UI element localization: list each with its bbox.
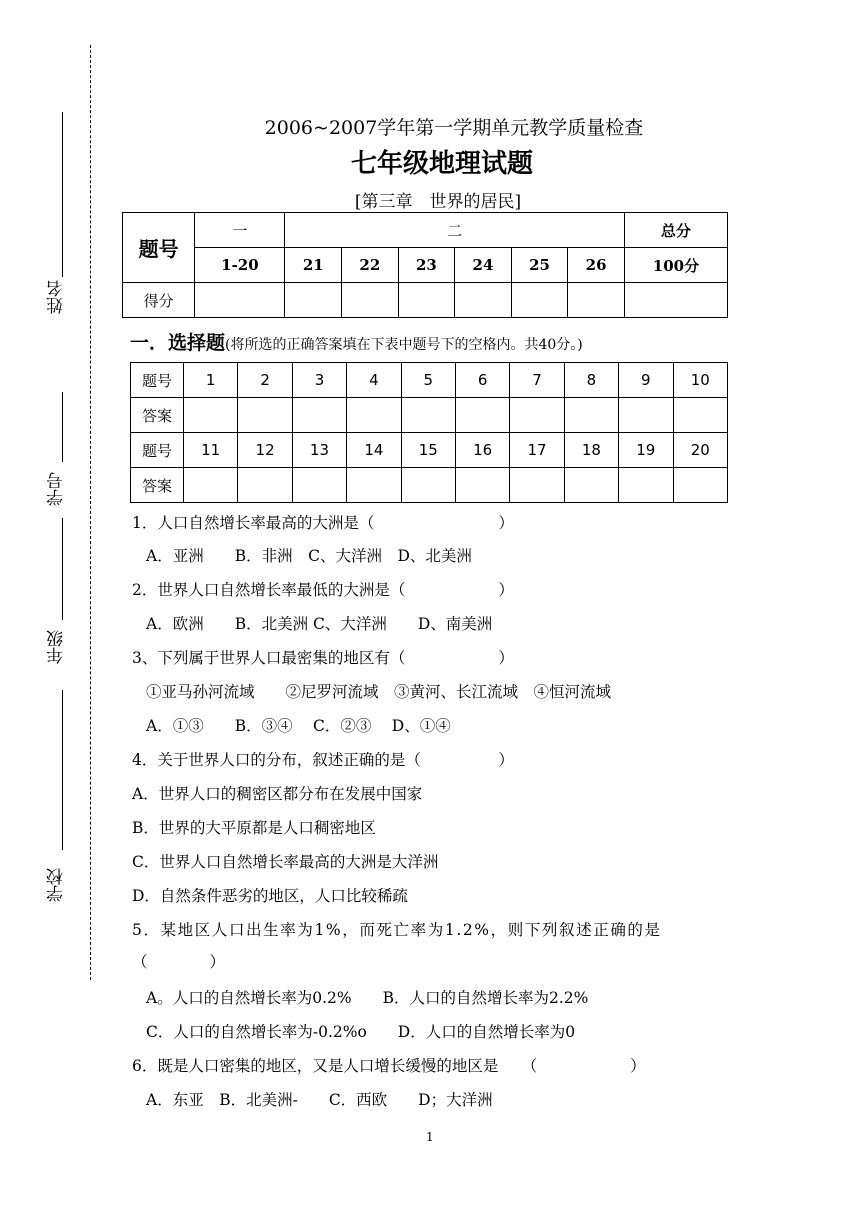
question-5-options-cd: C．人口的自然增长率为-0.2%o D．人口的自然增长率为0	[146, 1023, 576, 1041]
question-number: 18	[564, 433, 618, 468]
score-cell[interactable]	[511, 283, 568, 318]
question-1-options: A．亚洲 B．非洲 C、大洋洲 D、北美洲	[146, 547, 472, 565]
student-no-label: 学号	[47, 472, 67, 506]
question-1-stem: 1．人口自然增长率最高的大洲是（ ）	[132, 514, 514, 532]
score-cell[interactable]	[342, 283, 399, 318]
question-number: 13	[292, 433, 346, 468]
question-number: 11	[184, 433, 238, 468]
question-6-options: A．东亚 B．北美洲- C．西欧 D；大洋洲	[146, 1091, 493, 1109]
question-number: 8	[564, 363, 618, 398]
student-no-underline	[62, 392, 63, 462]
section-1-header: 一	[195, 213, 285, 248]
grade-underline	[62, 690, 63, 850]
page-number: 1	[426, 1130, 434, 1144]
question-2-stem: 2．世界人口自然增长率最低的大洲是（ ）	[132, 581, 514, 599]
score-cell[interactable]	[398, 283, 455, 318]
score-row-label: 得分	[123, 283, 195, 318]
section-1-note: (将所选的正确答案填在下表中题号下的空格内。共40分。)	[225, 337, 583, 353]
answer-table-a-label: 答案	[131, 398, 184, 433]
answer-cell[interactable]	[673, 468, 727, 503]
question-3-stem: 3、下列属于世界人口最密集的地区有（ ）	[132, 649, 514, 667]
answer-table-a-label: 答案	[131, 468, 184, 503]
answer-cell[interactable]	[292, 398, 346, 433]
score-cell[interactable]	[455, 283, 512, 318]
answer-cell[interactable]	[564, 398, 618, 433]
answer-table	[130, 362, 728, 503]
sub-col-24: 24	[455, 248, 512, 283]
name-label: 姓名	[47, 280, 67, 314]
answer-cell[interactable]	[184, 398, 238, 433]
grade-label: 年级	[47, 630, 67, 664]
answer-cell[interactable]	[238, 398, 292, 433]
question-4-option-d: D．自然条件恶劣的地区，人口比较稀疏	[132, 887, 408, 905]
answer-cell[interactable]	[455, 398, 509, 433]
question-3-choices: ①亚马孙河流域 ②尼罗河流域 ③黄河、长江流域 ④恒河流域	[146, 683, 612, 701]
answer-cell[interactable]	[564, 468, 618, 503]
question-number: 10	[673, 363, 727, 398]
question-number: 9	[619, 363, 673, 398]
section-1-heading	[130, 328, 583, 355]
question-number: 5	[401, 363, 455, 398]
question-5-stem: 5．某地区人口出生率为1%，而死亡率为1.2%，则下列叙述正确的是	[132, 921, 662, 939]
question-5-options-ab: A。人口的自然增长率为0.2% B．人口的自然增长率为2.2%	[146, 989, 589, 1007]
answer-cell[interactable]	[510, 398, 564, 433]
question-number: 14	[347, 433, 401, 468]
score-cell[interactable]	[624, 283, 727, 318]
score-table	[122, 212, 728, 318]
question-number: 2	[238, 363, 292, 398]
section-2-header: 二	[285, 213, 624, 248]
sub-col-total: 100分	[624, 248, 727, 283]
question-number: 4	[347, 363, 401, 398]
answer-cell[interactable]	[347, 468, 401, 503]
answer-cell[interactable]	[347, 398, 401, 433]
answer-table-q-label: 题号	[131, 433, 184, 468]
answer-cell[interactable]	[184, 468, 238, 503]
answer-cell[interactable]	[619, 398, 673, 433]
answer-cell[interactable]	[619, 468, 673, 503]
question-3-options: A．①③ B．③④ C．②③ D、①④	[146, 717, 451, 735]
sub-col-25: 25	[511, 248, 568, 283]
term-heading: 2006~2007学年第一学期单元教学质量检查	[264, 117, 644, 139]
question-number: 15	[401, 433, 455, 468]
question-2-options: A．欧洲 B．北美洲 C、大洋洲 D、南美洲	[146, 615, 493, 633]
answer-cell[interactable]	[455, 468, 509, 503]
sub-col-1-20: 1-20	[195, 248, 285, 283]
question-4-option-b: B．世界的大平原都是人口稠密地区	[132, 819, 376, 837]
score-cell[interactable]	[568, 283, 625, 318]
score-cell[interactable]	[285, 283, 342, 318]
score-cell[interactable]	[195, 283, 285, 318]
section-1-title: 一．选择题	[130, 332, 226, 354]
score-table-header-label: 题号	[123, 213, 195, 283]
question-number: 17	[510, 433, 564, 468]
answer-cell[interactable]	[401, 468, 455, 503]
question-number: 16	[455, 433, 509, 468]
question-4-option-c: C．世界人口自然增长率最高的大洲是大洋洲	[132, 853, 439, 871]
sub-col-21: 21	[285, 248, 342, 283]
question-number: 6	[455, 363, 509, 398]
exam-title: 七年级地理试题	[350, 149, 533, 179]
question-4-stem: 4．关于世界人口的分布，叙述正确的是（ ）	[132, 751, 514, 769]
question-number: 19	[619, 433, 673, 468]
question-number: 1	[184, 363, 238, 398]
answer-cell[interactable]	[401, 398, 455, 433]
binding-cut-line	[90, 45, 91, 980]
question-6-stem: 6．既是人口密集的地区，又是人口增长缓慢的地区是 （ ）	[132, 1057, 646, 1075]
question-number: 20	[673, 433, 727, 468]
answer-cell[interactable]	[292, 468, 346, 503]
sub-col-23: 23	[398, 248, 455, 283]
total-header: 总分	[624, 213, 727, 248]
question-5-blank: （ ）	[132, 953, 226, 971]
question-number: 12	[238, 433, 292, 468]
question-number: 3	[292, 363, 346, 398]
school-label: 学校	[47, 868, 67, 902]
answer-cell[interactable]	[510, 468, 564, 503]
sub-col-26: 26	[568, 248, 625, 283]
chapter-subtitle: [第三章 世界的居民]	[354, 192, 522, 212]
answer-table-q-label: 题号	[131, 363, 184, 398]
question-4-option-a: A．世界人口的稠密区都分布在发展中国家	[132, 785, 423, 803]
answer-cell[interactable]	[238, 468, 292, 503]
sub-col-22: 22	[342, 248, 399, 283]
answer-cell[interactable]	[673, 398, 727, 433]
question-number: 7	[510, 363, 564, 398]
student-no-underline-2	[62, 518, 63, 620]
